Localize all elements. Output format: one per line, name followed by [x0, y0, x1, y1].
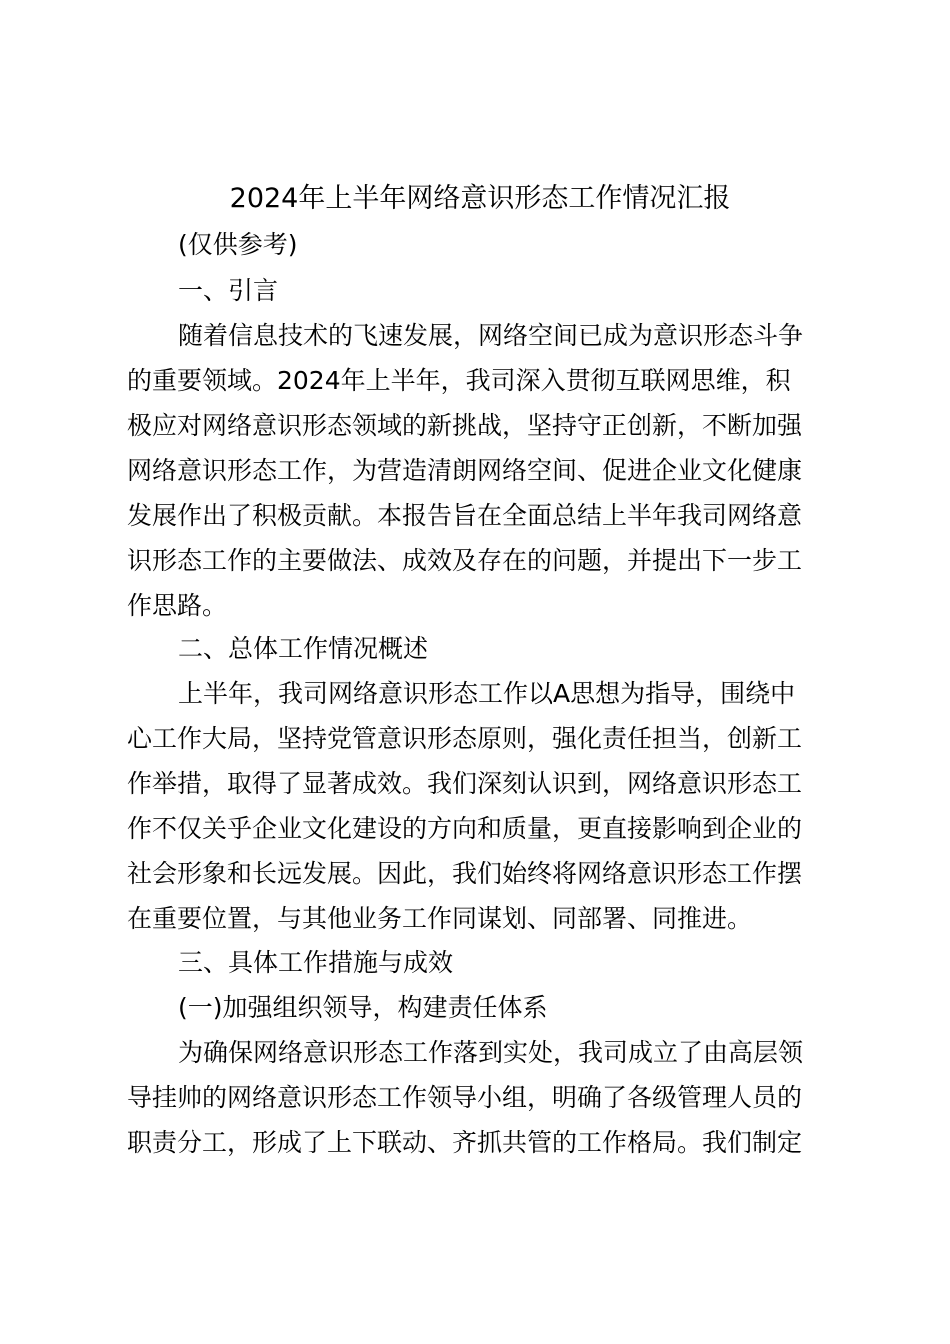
paragraph-line: 为确保网络意识形态工作落到实处，我司成立了由高层领 [178, 1038, 804, 1067]
subsection-heading-leadership: (一)加强组织领导，构建责任体系 [178, 993, 548, 1022]
paragraph-line: 导挂帅的网络意识形态工作领导小组，明确了各级管理人员的 [127, 1083, 803, 1112]
paragraph-line: 识形态工作的主要做法、成效及存在的问题，并提出下一步工 [127, 546, 803, 575]
paragraph-line: 心工作大局，坚持党管意识形态原则，强化责任担当，创新工 [127, 724, 803, 753]
paragraph-line: 在重要位置，与其他业务工作同谋划、同部署、同推进。 [127, 904, 753, 933]
paragraph-line: 网络意识形态工作，为营造清朗网络空间、促进企业文化健康 [127, 456, 803, 485]
reference-note: (仅供参考) [178, 230, 298, 259]
paragraph-line: 作思路。 [127, 591, 228, 620]
paragraph-line: 社会形象和长远发展。因此，我们始终将网络意识形态工作摆 [127, 859, 803, 888]
paragraph-line: 发展作出了积极贡献。本报告旨在全面总结上半年我司网络意 [127, 501, 803, 530]
document-title: 2024年上半年网络意识形态工作情况汇报 [229, 183, 731, 214]
section-heading-introduction: 一、引言 [178, 276, 279, 305]
paragraph-line: 职责分工，形成了上下联动、齐抓共管的工作格局。我们制定 [127, 1128, 803, 1157]
paragraph-line: 作举措，取得了显著成效。我们深刻认识到，网络意识形态工 [127, 769, 803, 798]
section-heading-measures: 三、具体工作措施与成效 [178, 948, 454, 977]
paragraph-line: 的重要领域。2024年上半年，我司深入贯彻互联网思维，积 [127, 366, 791, 395]
paragraph-line: 极应对网络意识形态领域的新挑战，坚持守正创新，不断加强 [127, 411, 803, 440]
paragraph-line: 上半年，我司网络意识形态工作以A思想为指导，围绕中 [178, 679, 796, 708]
section-heading-overview: 二、总体工作情况概述 [178, 634, 429, 663]
paragraph-line: 随着信息技术的飞速发展，网络空间已成为意识形态斗争 [178, 321, 804, 350]
paragraph-line: 作不仅关乎企业文化建设的方向和质量，更直接影响到企业的 [127, 814, 803, 843]
